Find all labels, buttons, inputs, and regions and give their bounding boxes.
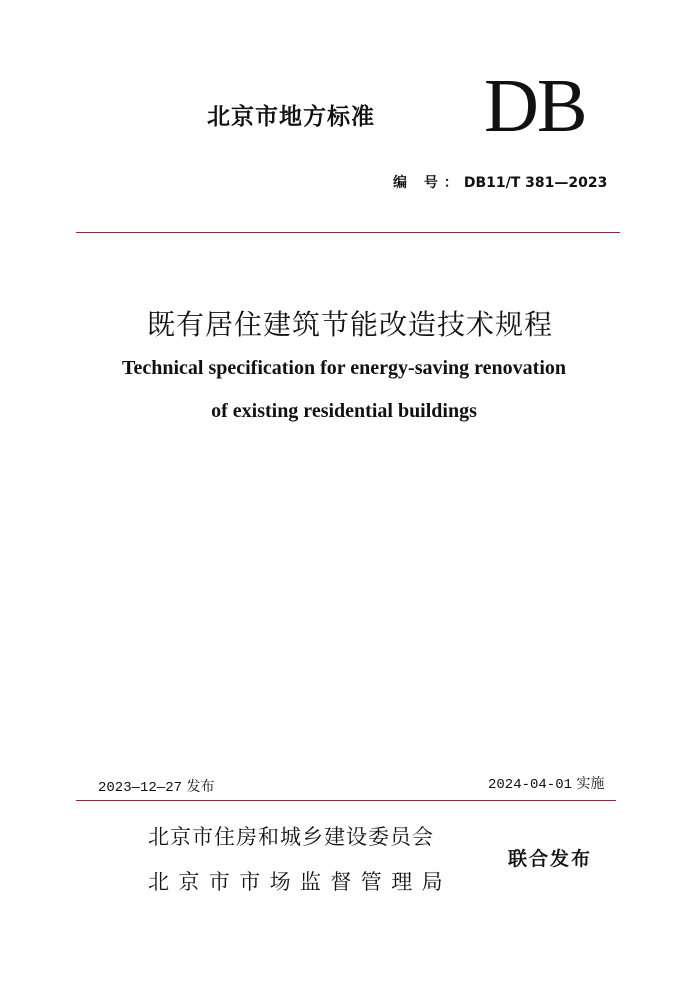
issue-date: 2023—12—27 [98, 780, 183, 796]
issuer-housing-commission: 北京市住房和城乡建设委员会 [148, 825, 434, 849]
standard-type: 北京市地方标准 [207, 104, 375, 130]
implementation-label: 实施 [576, 776, 605, 792]
issue-date-block [98, 776, 214, 796]
issuer-market-regulation: 北京市市场监督管理局 [148, 870, 452, 894]
standard-number-label: 编 号： [393, 175, 464, 191]
issue-label: 发布 [186, 779, 215, 795]
document-title-en-line1: Technical specification for energy-saving renovation [121, 357, 567, 379]
top-divider [76, 232, 620, 233]
implementation-date-block [488, 773, 604, 793]
document-title-zh: 既有居住建筑节能改造技术规程 [146, 308, 553, 341]
bottom-divider [76, 800, 616, 801]
standard-number-value: DB11/T 381—2023 [463, 175, 608, 191]
db-logo: DB [484, 64, 586, 148]
standard-number [393, 172, 607, 192]
document-title-en-line2: of existing residential buildings [211, 400, 477, 422]
joint-issue-label: 联合发布 [508, 848, 593, 870]
implementation-date: 2024-04-01 [488, 777, 573, 793]
